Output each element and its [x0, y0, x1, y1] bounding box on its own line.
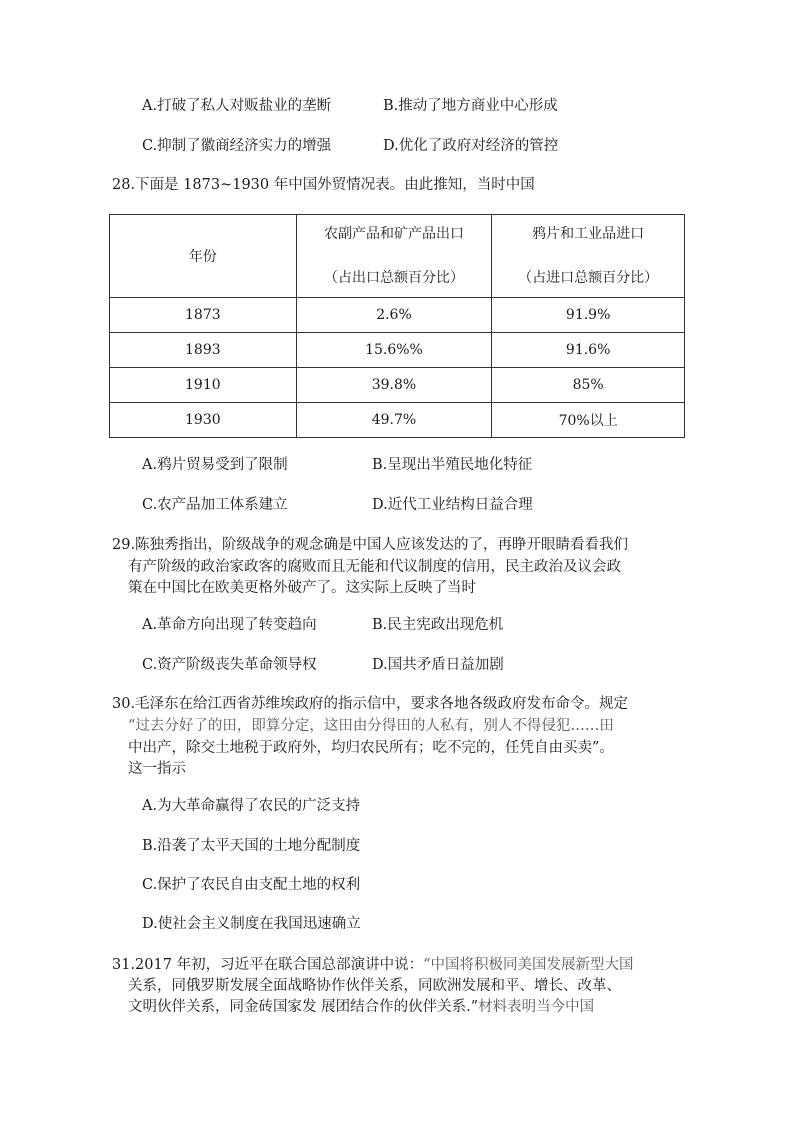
q30-stem-line-1: 30.毛泽东在给江西省苏维埃政府的指示信中，要求各地各级政府发布命令。规定 [112, 696, 629, 712]
cell-export: 39.8% [296, 368, 492, 403]
header-export [296, 215, 492, 298]
header-import-title: 鸦片和工业品进口 [532, 226, 645, 242]
q28-option-d: D.近代工业结构日益合理 [372, 497, 533, 513]
cell-import: 85% [492, 368, 685, 403]
q31-stem-line-1 [112, 955, 634, 975]
trade-table [109, 214, 685, 438]
cell-import: 91.6% [492, 333, 685, 368]
q31-stem-line-2: 关系，同俄罗斯发展全面战略协作伙伴关系，同欧洲发展和平、增长、改革、 [128, 978, 621, 994]
q31-stem-tail: 材料表明当今中国 [478, 999, 595, 1015]
q31-stem-line-3 [128, 997, 594, 1017]
cell-import: 91.9% [492, 298, 685, 333]
q30-stem-line-2: “过去分好了的田，即算分定，这田由分得田的人私有，别人不得侵犯……田 [128, 718, 614, 734]
q29-option-b: B.民主宪政出现危机 [372, 617, 504, 633]
header-export-title: 农副产品和矿产品出口 [323, 226, 464, 242]
q31-stem-line-1-intro: 31.2017 年初，习近平在联合国总部演讲中说： [112, 957, 424, 973]
table-row [110, 368, 685, 403]
header-year: 年份 [110, 215, 297, 298]
q27-option-c: C.抑制了徽商经济实力的增强 [142, 138, 332, 154]
q28-option-c: C.农产品加工体系建立 [142, 497, 288, 513]
cell-year: 1893 [110, 333, 297, 368]
cell-year: 1930 [110, 403, 297, 438]
q30-option-b: B.沿袭了太平天国的土地分配制度 [142, 838, 361, 854]
q31-quote-start: “中国将积极同美国发展新型大国 [423, 957, 634, 973]
table-row [110, 333, 685, 368]
header-import [492, 215, 685, 298]
q27-option-a: A.打破了私人对贩盐业的垄断 [142, 98, 332, 114]
q28-stem: 28.下面是 1873~1930 年中国外贸情况表。由此推知，当时中国 [112, 177, 535, 193]
cell-year: 1910 [110, 368, 297, 403]
q30-stem-line-3: 中出产，除交土地税于政府外，均归农民所有；吃不完的，任凭自由买卖”。 [128, 740, 614, 756]
q29-option-a: A.革命方向出现了转变趋向 [142, 617, 317, 633]
q27-option-d: D.优化了政府对经济的管控 [383, 138, 559, 154]
q29-option-c: C.资产阶级丧失革命领导权 [142, 657, 317, 673]
table-header-row [110, 215, 685, 298]
q29-stem-line-3: 策在中国比在欧美更格外破产了。这实际上反映了当时 [128, 580, 476, 596]
cell-export: 2.6% [296, 298, 492, 333]
q30-option-d: D.使社会主义制度在我国迅速确立 [142, 916, 361, 932]
table-row [110, 403, 685, 438]
q31-quote-end: 文明伙伴关系，同金砖国家发 展团结合作的伙伴关系.” [128, 999, 479, 1015]
cell-export: 15.6%% [296, 333, 492, 368]
header-import-sub: （占进口总额百分比） [518, 270, 659, 286]
header-export-sub: （占出口总额百分比） [323, 270, 464, 286]
cell-export: 49.7% [296, 403, 492, 438]
cell-year: 1873 [110, 298, 297, 333]
q28-option-a: A.鸦片贸易受到了限制 [142, 457, 288, 473]
q30-option-c: C.保护了农民自由支配土地的权利 [142, 877, 361, 893]
q29-stem-line-2: 有产阶级的政治家政客的腐败而且无能和代议制度的信用，民主政治及议会政 [128, 559, 621, 575]
q29-option-d: D.国共矛盾日益加剧 [372, 657, 504, 673]
table-row [110, 298, 685, 333]
q28-option-b: B.呈现出半殖民地化特征 [372, 457, 533, 473]
q27-option-b: B.推动了地方商业中心形成 [383, 98, 558, 114]
q30-option-a: A.为大革命赢得了农民的广泛支持 [142, 798, 361, 814]
q30-stem-line-4: 这一指示 [128, 761, 186, 777]
cell-import: 70%以上 [492, 403, 685, 438]
q29-stem-line-1: 29.陈独秀指出，阶级战争的观念确是中国人应该发达的了，再睁开眼睛看看我们 [112, 537, 629, 553]
